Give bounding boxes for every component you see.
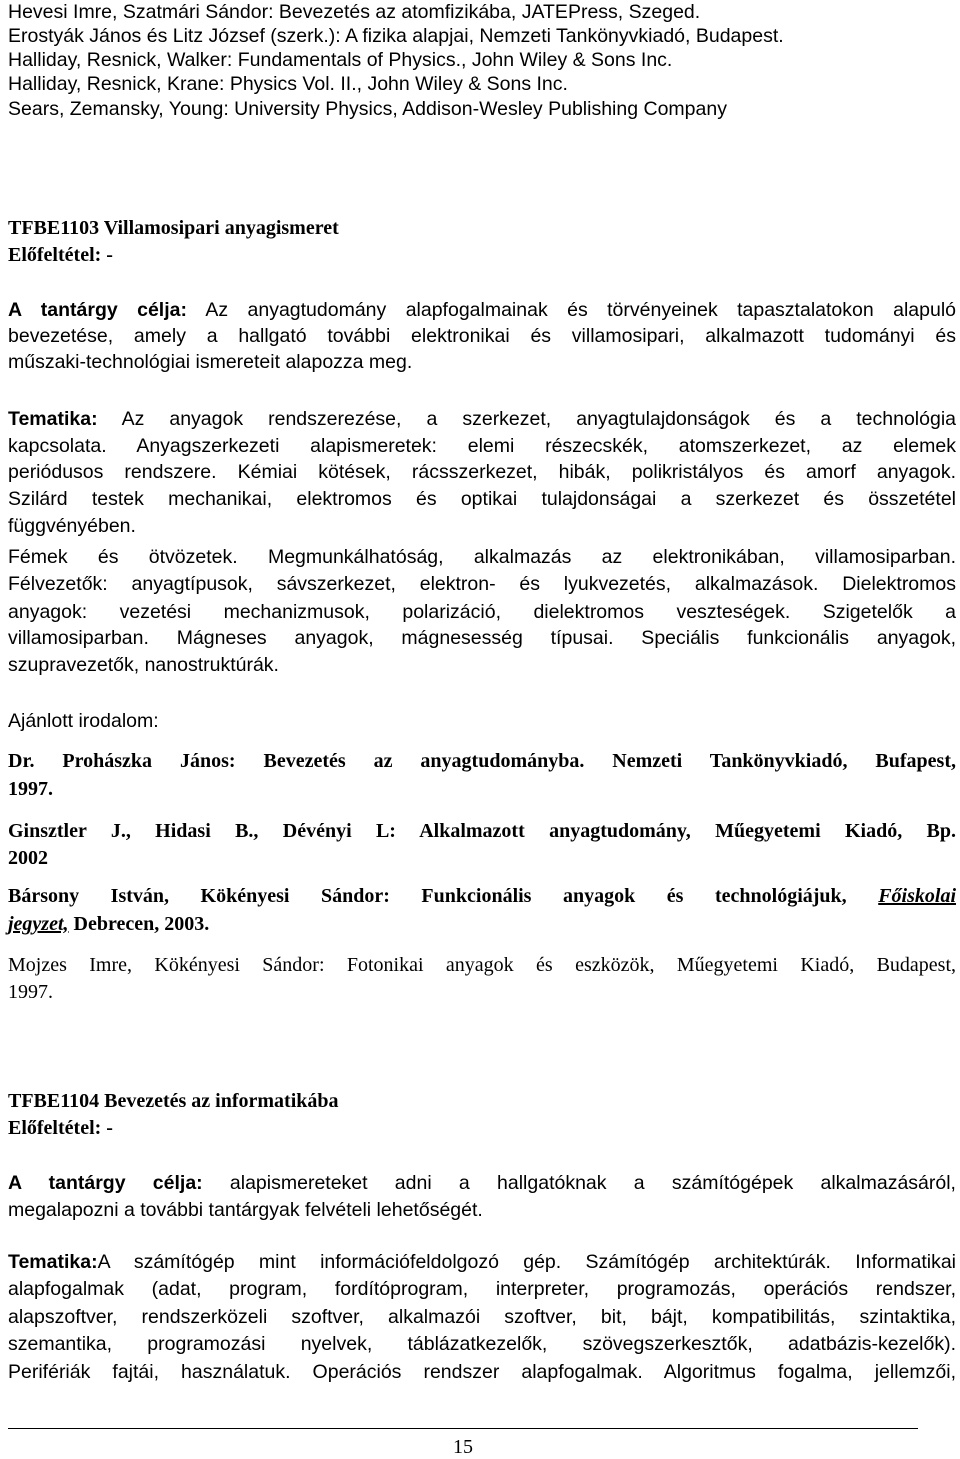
topics-line: függvényében. bbox=[8, 515, 136, 537]
topics-line: Szilárd testek mechanikai, elektromos és optikai tulajdonságai a szerkezet és összetétel bbox=[8, 488, 956, 510]
literature-item: jegyzet, Debrecen, 2003. bbox=[8, 913, 210, 935]
reference-line: Sears, Zemansky, Young: University Physics, Addison-Wesley Publishing Company bbox=[8, 98, 727, 120]
topics-line: Perifériák fajtái, használatuk. Operációs rendszer alapfogalmak. Algoritmus fogalma, jellemzői, bbox=[8, 1361, 956, 1383]
course-aim-line: műszaki-technológiai ismereteit alapozza meg. bbox=[8, 351, 413, 373]
topics-line: anyagok: vezetési mechanizmusok, polarizáció, dielektromos veszteségek. Szigetelők a bbox=[8, 601, 956, 623]
course-aim-line: bevezetése, amely a hallgató további elektronikai és villamosipari, alkalmazott tudományi és bbox=[8, 325, 956, 347]
literature-item: Dr. Prohászka János: Bevezetés az anyagtudományba. Nemzeti Tankönyvkiadó, Bufapest, bbox=[8, 750, 956, 772]
literature-item: Mojzes Imre, Kökényesi Sándor: Fotonikai anyagok és eszközök, Műegyetemi Kiadó, Budapest, bbox=[8, 954, 956, 976]
reference-line: Halliday, Resnick, Walker: Fundamentals of Physics., John Wiley & Sons Inc. bbox=[8, 49, 673, 71]
topics-label: Tematika: bbox=[8, 1251, 98, 1273]
topics-line: Tematika:A számítógép mint információfeldolgozó gép. Számítógép architektúrák. Informatikai bbox=[8, 1251, 956, 1273]
literature-item: Bársony István, Kökényesi Sándor: Funkcionális anyagok és technológiájuk, Főiskolai bbox=[8, 885, 957, 907]
prerequisite: Előfeltétel: - bbox=[8, 244, 113, 266]
topics-line: Fémek és ötvözetek. Megmunkálhatóság, alkalmazás az elektronikában, villamosiparban. bbox=[8, 546, 956, 568]
course-aim-label: A tantárgy célja: bbox=[8, 1172, 203, 1194]
topics-line: periódusos rendszere. Kémiai kötések, rácsszerkezet, hibák, polikristályos és amorf anyagok. bbox=[8, 461, 956, 483]
topics-line: alapszoftver, rendszerközeli szoftver, alkalmazói szoftver, bit, bájt, kompatibilitás, szintaktika, bbox=[8, 1306, 956, 1328]
topics-line: villamosiparban. Mágneses anyagok, mágnesesség típusai. Speciális funkcionális anyagok, bbox=[8, 627, 956, 649]
footer-divider bbox=[8, 1428, 918, 1429]
topics-line: Tematika: Az anyagok rendszerezése, a szerkezet, anyagtulajdonságok és a technológia bbox=[8, 408, 957, 430]
course-aim-line: A tantárgy célja: Az anyagtudomány alapfogalmainak és törvényeinek tapasztalatokon alapuló bbox=[8, 299, 957, 321]
course-aim-line: megalapozni a további tantárgyak felvételi lehetőségét. bbox=[8, 1199, 483, 1221]
literature-item: Ginsztler J., Hidasi B., Dévényi L: Alkalmazott anyagtudomány, Műegyetemi Kiadó, Bp. bbox=[8, 820, 956, 842]
topics-line: kapcsolata. Anyagszerkezeti alapismeretek: elemi részecskék, atomszerkezet, az elemek bbox=[8, 435, 956, 457]
literature-item: 2002 bbox=[8, 847, 48, 869]
course-title: TFBE1103 Villamosipari anyagismeret bbox=[8, 217, 339, 239]
topics-line: Félvezetők: anyagtípusok, sávszerkezet, elektron- és lyukvezetés, alkalmazások. Dielektromos bbox=[8, 573, 956, 595]
course-title: TFBE1104 Bevezetés az informatikába bbox=[8, 1090, 339, 1112]
course-aim-label: A tantárgy célja: bbox=[8, 299, 187, 321]
topics-line: szupravezetők, nanostruktúrák. bbox=[8, 654, 279, 676]
literature-item: 1997. bbox=[8, 981, 53, 1003]
topics-line: alapfogalmak (adat, program, fordítóprogram, interpreter, programozás, operációs rendszer, bbox=[8, 1278, 956, 1300]
course-aim-line: A tantárgy célja: alapismereteket adni a hallgatóknak a számítógépek alkalmazásáról, bbox=[8, 1172, 956, 1194]
literature-label: Ajánlott irodalom: bbox=[8, 710, 159, 732]
page-number: 15 bbox=[453, 1436, 473, 1458]
reference-line: Hevesi Imre, Szatmári Sándor: Bevezetés az atomfizikába, JATEPress, Szeged. bbox=[8, 1, 701, 23]
literature-item: 1997. bbox=[8, 778, 53, 800]
prerequisite: Előfeltétel: - bbox=[8, 1117, 113, 1139]
reference-line: Erostyák János és Litz József (szerk.): A fizika alapjai, Nemzeti Tankönyvkiadó, Budapest. bbox=[8, 25, 784, 47]
topics-line: szemantika, programozási nyelvek, táblázatkezelők, szövegszerkesztők, adatbázis-kezelők). bbox=[8, 1333, 956, 1355]
topics-label: Tematika: bbox=[8, 408, 98, 430]
reference-line: Halliday, Resnick, Krane: Physics Vol. II., John Wiley & Sons Inc. bbox=[8, 73, 568, 95]
